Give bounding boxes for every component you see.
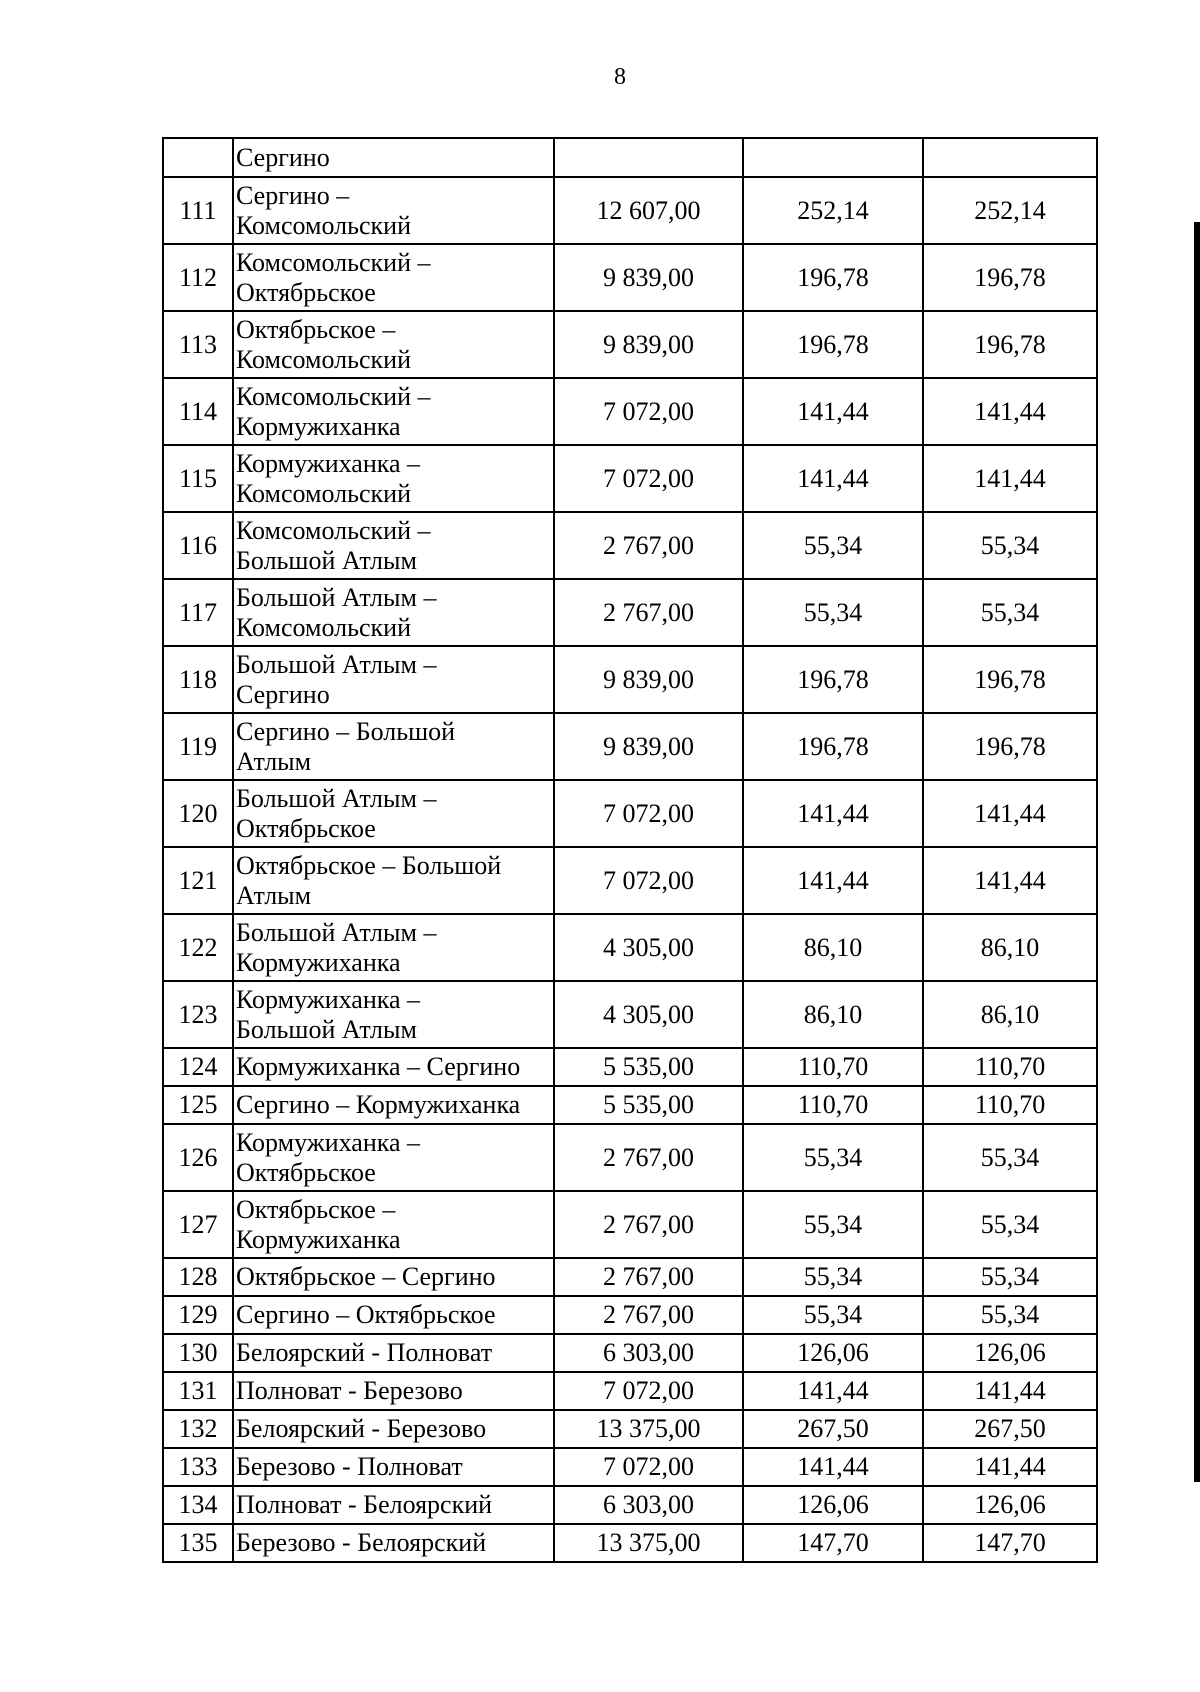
route-line: Сергино (236, 679, 330, 709)
value-cell-v2: 252,14 (743, 177, 923, 244)
value-cell-v1: 2 767,00 (554, 1258, 743, 1296)
route-line: Большой Атлым – (236, 918, 437, 948)
route-cell (233, 1448, 554, 1486)
row-number-cell: 127 (163, 1191, 233, 1258)
value-cell-v3: 110,70 (923, 1086, 1097, 1124)
route-line: Комсомольский – (236, 248, 431, 278)
row-number-cell: 120 (163, 780, 233, 847)
route-line: Большой Атлым (236, 1014, 417, 1044)
continuation-row (163, 138, 1097, 177)
row-number-cell: 119 (163, 713, 233, 780)
value-cell-v2: 141,44 (743, 1372, 923, 1410)
value-cell-v1: 12 607,00 (554, 177, 743, 244)
value-cell-v3: 55,34 (923, 1258, 1097, 1296)
route-line: Комсомольский – (236, 516, 431, 546)
row-number-cell: 117 (163, 579, 233, 646)
row-number-cell: 124 (163, 1048, 233, 1086)
value-cell-v2: 55,34 (743, 1191, 923, 1258)
route-cell (233, 1258, 554, 1296)
value-cell (743, 138, 923, 177)
route-tariff-table (162, 137, 1098, 1563)
route-line: Октябрьское (236, 813, 376, 843)
route-line: Сергино (236, 142, 330, 172)
row-number-cell (163, 138, 233, 177)
table-row (163, 1258, 1097, 1296)
route-line: Комсомольский – (236, 382, 431, 412)
route-line: Кормужиханка – Сергино (236, 1052, 521, 1082)
value-cell-v2: 55,34 (743, 1258, 923, 1296)
table-row (163, 981, 1097, 1048)
table-row (163, 1191, 1097, 1258)
value-cell-v3: 141,44 (923, 445, 1097, 512)
row-number-cell: 130 (163, 1334, 233, 1372)
value-cell-v2: 141,44 (743, 1448, 923, 1486)
table-row (163, 1486, 1097, 1524)
value-cell-v3: 55,34 (923, 579, 1097, 646)
route-cell (233, 1296, 554, 1334)
value-cell-v1: 5 535,00 (554, 1048, 743, 1086)
route-cell (233, 1334, 554, 1372)
value-cell-v1: 6 303,00 (554, 1486, 743, 1524)
row-number-cell: 112 (163, 244, 233, 311)
value-cell-v2: 86,10 (743, 981, 923, 1048)
value-cell-v3: 141,44 (923, 780, 1097, 847)
route-cell (233, 378, 554, 445)
table-row (163, 1296, 1097, 1334)
table-row (163, 1086, 1097, 1124)
route-line: Октябрьское (236, 277, 376, 307)
route-line: Большой Атлым – (236, 650, 437, 680)
route-cell (233, 1486, 554, 1524)
table-row (163, 177, 1097, 244)
route-line: Белоярский - Березово (236, 1414, 487, 1444)
value-cell-v3: 126,06 (923, 1486, 1097, 1524)
row-number-cell: 113 (163, 311, 233, 378)
route-cell (233, 1410, 554, 1448)
route-line: Большой Атлым (236, 545, 417, 575)
value-cell-v1: 7 072,00 (554, 378, 743, 445)
route-cell (233, 646, 554, 713)
route-line: Белоярский - Полноват (236, 1338, 493, 1368)
value-cell-v1: 2 767,00 (554, 1296, 743, 1334)
value-cell-v3: 86,10 (923, 914, 1097, 981)
value-cell-v3: 196,78 (923, 713, 1097, 780)
value-cell-v1: 4 305,00 (554, 914, 743, 981)
value-cell-v2: 110,70 (743, 1086, 923, 1124)
value-cell-v1: 9 839,00 (554, 244, 743, 311)
value-cell-v3: 196,78 (923, 244, 1097, 311)
row-number-cell: 121 (163, 847, 233, 914)
table-row (163, 713, 1097, 780)
value-cell-v1: 4 305,00 (554, 981, 743, 1048)
route-line: Комсомольский (236, 612, 411, 642)
route-cell (233, 981, 554, 1048)
value-cell-v3: 141,44 (923, 1372, 1097, 1410)
value-cell-v2: 55,34 (743, 512, 923, 579)
value-cell-v3: 267,50 (923, 1410, 1097, 1448)
value-cell-v2: 196,78 (743, 713, 923, 780)
route-line: Октябрьское – (236, 315, 396, 345)
route-line: Атлым (236, 746, 312, 776)
route-cell (233, 713, 554, 780)
value-cell-v3: 110,70 (923, 1048, 1097, 1086)
row-number-cell: 115 (163, 445, 233, 512)
route-cell (233, 512, 554, 579)
table-row (163, 646, 1097, 713)
row-number-cell: 114 (163, 378, 233, 445)
value-cell-v2: 86,10 (743, 914, 923, 981)
value-cell-v1: 2 767,00 (554, 1191, 743, 1258)
route-cell (233, 138, 554, 177)
route-line: Кормужиханка (236, 411, 401, 441)
route-cell (233, 1086, 554, 1124)
value-cell-v2: 126,06 (743, 1486, 923, 1524)
value-cell-v1: 7 072,00 (554, 445, 743, 512)
value-cell-v1: 7 072,00 (554, 847, 743, 914)
table-row (163, 1448, 1097, 1486)
value-cell-v1: 9 839,00 (554, 646, 743, 713)
table-row (163, 1524, 1097, 1562)
route-cell (233, 244, 554, 311)
row-number-cell: 118 (163, 646, 233, 713)
route-line: Комсомольский (236, 210, 411, 240)
table-row (163, 378, 1097, 445)
route-line: Сергино – Октябрьское (236, 1300, 496, 1330)
route-line: Октябрьское – (236, 1195, 396, 1225)
value-cell-v2: 141,44 (743, 378, 923, 445)
value-cell-v3: 196,78 (923, 311, 1097, 378)
value-cell-v1: 13 375,00 (554, 1410, 743, 1448)
table-row (163, 311, 1097, 378)
value-cell-v3: 147,70 (923, 1524, 1097, 1562)
route-line: Кормужиханка (236, 947, 401, 977)
value-cell-v2: 147,70 (743, 1524, 923, 1562)
route-cell (233, 847, 554, 914)
table-body (163, 138, 1097, 1562)
route-cell (233, 445, 554, 512)
value-cell-v2: 141,44 (743, 445, 923, 512)
table-row (163, 1372, 1097, 1410)
value-cell (554, 138, 743, 177)
row-number-cell: 123 (163, 981, 233, 1048)
row-number-cell: 111 (163, 177, 233, 244)
value-cell-v1: 9 839,00 (554, 311, 743, 378)
route-cell (233, 579, 554, 646)
row-number-cell: 116 (163, 512, 233, 579)
table-row (163, 1124, 1097, 1191)
row-number-cell: 132 (163, 1410, 233, 1448)
route-line: Октябрьское – Сергино (236, 1262, 496, 1292)
route-line: Сергино – Кормужиханка (236, 1090, 521, 1120)
table-row (163, 780, 1097, 847)
value-cell-v2: 141,44 (743, 847, 923, 914)
row-number-cell: 133 (163, 1448, 233, 1486)
route-line: Октябрьское – Большой (236, 851, 502, 881)
route-cell (233, 311, 554, 378)
value-cell-v3: 141,44 (923, 1448, 1097, 1486)
route-line: Октябрьское (236, 1157, 376, 1187)
value-cell-v3: 141,44 (923, 378, 1097, 445)
value-cell-v2: 110,70 (743, 1048, 923, 1086)
value-cell-v2: 267,50 (743, 1410, 923, 1448)
row-number-cell: 122 (163, 914, 233, 981)
route-line: Атлым (236, 880, 312, 910)
route-cell (233, 1372, 554, 1410)
value-cell-v1: 2 767,00 (554, 579, 743, 646)
route-cell (233, 1191, 554, 1258)
value-cell-v2: 196,78 (743, 311, 923, 378)
route-cell (233, 1524, 554, 1562)
row-number-cell: 126 (163, 1124, 233, 1191)
value-cell-v2: 55,34 (743, 1296, 923, 1334)
row-number-cell: 135 (163, 1524, 233, 1562)
value-cell-v1: 7 072,00 (554, 1372, 743, 1410)
value-cell-v2: 196,78 (743, 244, 923, 311)
scan-edge-mark (1194, 222, 1200, 1482)
route-line: Сергино – (236, 181, 350, 211)
value-cell-v3: 86,10 (923, 981, 1097, 1048)
table-row (163, 847, 1097, 914)
value-cell-v1: 2 767,00 (554, 1124, 743, 1191)
row-number-cell: 134 (163, 1486, 233, 1524)
table-row (163, 244, 1097, 311)
row-number-cell: 131 (163, 1372, 233, 1410)
route-line: Комсомольский (236, 344, 411, 374)
value-cell-v3: 196,78 (923, 646, 1097, 713)
route-cell (233, 1124, 554, 1191)
route-line: Кормужиханка – (236, 449, 421, 479)
route-cell (233, 177, 554, 244)
route-line: Полноват - Белоярский (236, 1490, 493, 1520)
page-number: 8 (614, 64, 626, 90)
table-row (163, 1334, 1097, 1372)
route-line: Кормужиханка – (236, 1128, 421, 1158)
route-line: Березово - Полноват (236, 1452, 463, 1482)
value-cell-v3: 55,34 (923, 1191, 1097, 1258)
value-cell-v3: 55,34 (923, 1296, 1097, 1334)
value-cell-v3: 252,14 (923, 177, 1097, 244)
route-line: Кормужиханка – (236, 985, 421, 1015)
value-cell-v1: 13 375,00 (554, 1524, 743, 1562)
row-number-cell: 128 (163, 1258, 233, 1296)
value-cell-v1: 9 839,00 (554, 713, 743, 780)
route-line: Большой Атлым – (236, 784, 437, 814)
value-cell-v3: 55,34 (923, 512, 1097, 579)
route-line: Полноват - Березово (236, 1376, 463, 1406)
row-number-cell: 129 (163, 1296, 233, 1334)
route-line: Березово - Белоярский (236, 1528, 487, 1558)
table-row (163, 512, 1097, 579)
route-line: Комсомольский (236, 478, 411, 508)
value-cell (923, 138, 1097, 177)
value-cell-v1: 7 072,00 (554, 1448, 743, 1486)
table-row (163, 579, 1097, 646)
value-cell-v2: 126,06 (743, 1334, 923, 1372)
value-cell-v3: 141,44 (923, 847, 1097, 914)
table-row (163, 1048, 1097, 1086)
route-line: Кормужиханка (236, 1224, 401, 1254)
value-cell-v2: 55,34 (743, 1124, 923, 1191)
route-cell (233, 780, 554, 847)
route-cell (233, 1048, 554, 1086)
value-cell-v2: 141,44 (743, 780, 923, 847)
table-row (163, 1410, 1097, 1448)
row-number-cell: 125 (163, 1086, 233, 1124)
value-cell-v2: 196,78 (743, 646, 923, 713)
route-cell (233, 914, 554, 981)
table-row (163, 914, 1097, 981)
value-cell-v2: 55,34 (743, 579, 923, 646)
value-cell-v1: 5 535,00 (554, 1086, 743, 1124)
value-cell-v1: 7 072,00 (554, 780, 743, 847)
table-row (163, 445, 1097, 512)
route-line: Сергино – Большой (236, 717, 456, 747)
value-cell-v3: 55,34 (923, 1124, 1097, 1191)
route-line: Большой Атлым – (236, 583, 437, 613)
value-cell-v3: 126,06 (923, 1334, 1097, 1372)
value-cell-v1: 2 767,00 (554, 512, 743, 579)
value-cell-v1: 6 303,00 (554, 1334, 743, 1372)
